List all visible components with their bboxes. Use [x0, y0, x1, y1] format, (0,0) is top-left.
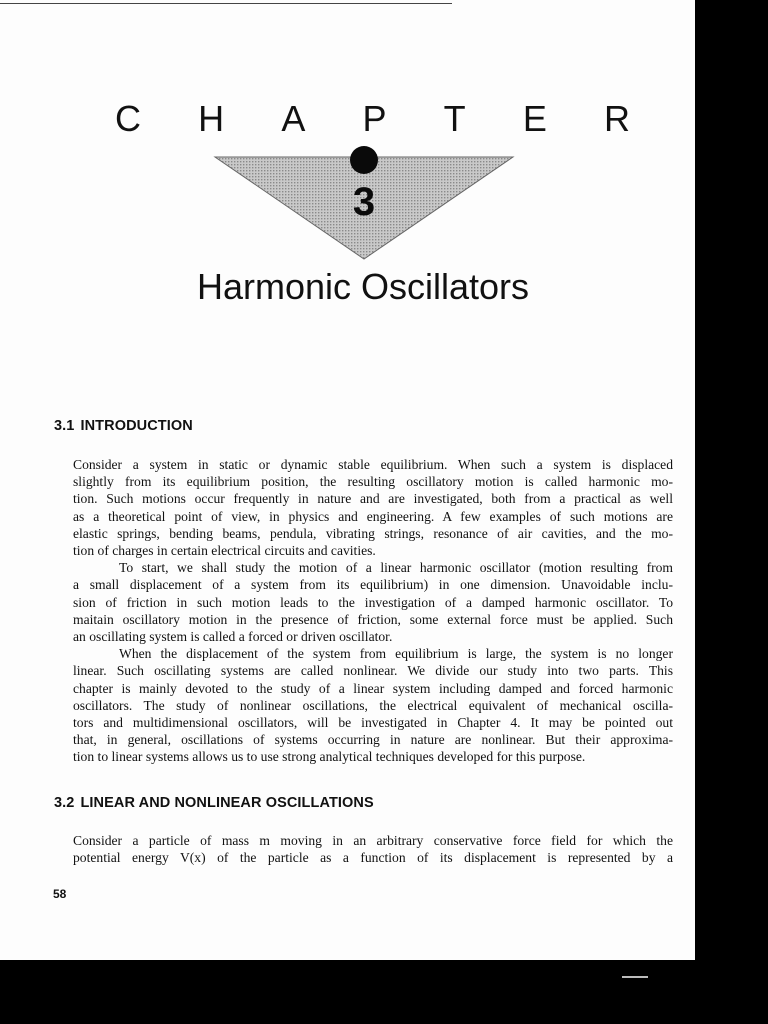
text-line: tion of charges in certain electrical circuits and cavities. — [73, 543, 376, 559]
chapter-letter: H — [198, 98, 225, 139]
chapter-number-emblem — [213, 143, 515, 261]
chapter-letter: P — [362, 98, 387, 139]
text-line: that, in general, oscillations of systems occurring in nature are nonlinear. But their approxima- — [73, 732, 673, 748]
paragraph — [73, 832, 673, 866]
section-title: LINEAR AND NONLINEAR OSCILLATIONS — [80, 795, 374, 811]
text-line: chapter is mainly devoted to the study of a linear system including damped and forced harmonic — [73, 680, 673, 696]
section-title: INTRODUCTION — [80, 418, 193, 434]
text-line: To start, we shall study the motion of a linear harmonic oscillator (motion resulting from — [119, 560, 673, 576]
page-number: 58 — [53, 887, 67, 901]
text-line: as a theoretical point of view, in physics and engineering. A few examples of such motions are — [73, 508, 673, 524]
text-line: tion to linear systems allows us to use strong analytical techniques developed for this purpose. — [73, 749, 586, 765]
text-line: slightly from its equilibrium position, the resulting oscillatory motion is called harmonic mo- — [73, 474, 673, 490]
section-number: 3.2 — [54, 795, 75, 811]
chapter-letter: R — [603, 98, 630, 139]
text-line: tors and multidimensional oscillators, will be investigated in Chapter 4. It may be pointed out — [73, 715, 673, 731]
section-heading — [54, 795, 374, 811]
text-line: When the displacement of the system from equilibrium is large, the system is no longer — [119, 646, 673, 662]
chapter-letter: E — [522, 98, 547, 139]
text-line: Consider a system in static or dynamic stable equilibrium. When such a system is displaced — [73, 457, 673, 472]
scan-artifact — [622, 976, 648, 978]
chapter-number: 3 — [352, 180, 376, 224]
chapter-heading — [115, 98, 630, 140]
text-line: potential energy V(x) of the particle as a function of its displacement is represented by a — [73, 850, 673, 866]
section-number: 3.1 — [54, 418, 75, 434]
text-line: Consider a particle of mass m moving in an arbitrary conservative force field for which the — [73, 833, 673, 848]
paragraph — [73, 456, 673, 766]
text-line: tion. Such motions occur frequently in nature and are investigated, both from a practical as well — [73, 491, 673, 507]
top-rule — [0, 3, 452, 4]
text-line: an oscillating system is called a forced or driven oscillator. — [73, 629, 393, 645]
text-line: elastic springs, bending beams, pendula, vibrating strings, resonance of air cavities, and the mo- — [73, 525, 673, 541]
text-line: maitain oscillatory motion in the presence of friction, some external force must be applied. Such — [73, 611, 673, 627]
text-line: linear. Such oscillating systems are called nonlinear. We divide our study into two parts. This — [73, 663, 673, 679]
chapter-bullet — [350, 146, 378, 174]
section-heading — [54, 418, 193, 434]
text-line: a small displacement of a system from its equilibrium) in one dimension. Unavoidable inclu- — [73, 577, 673, 593]
chapter-letter: T — [443, 98, 466, 139]
text-line: oscillators. The study of nonlinear oscillations, the electrical equivalent of mechanical oscilla- — [73, 697, 673, 713]
chapter-title: Harmonic Oscillators — [196, 266, 530, 307]
chapter-letter: A — [281, 98, 306, 139]
text-line: sion of friction in such motion leads to the investigation of a damped harmonic oscillator. To — [73, 594, 673, 610]
chapter-letter: C — [115, 98, 141, 139]
